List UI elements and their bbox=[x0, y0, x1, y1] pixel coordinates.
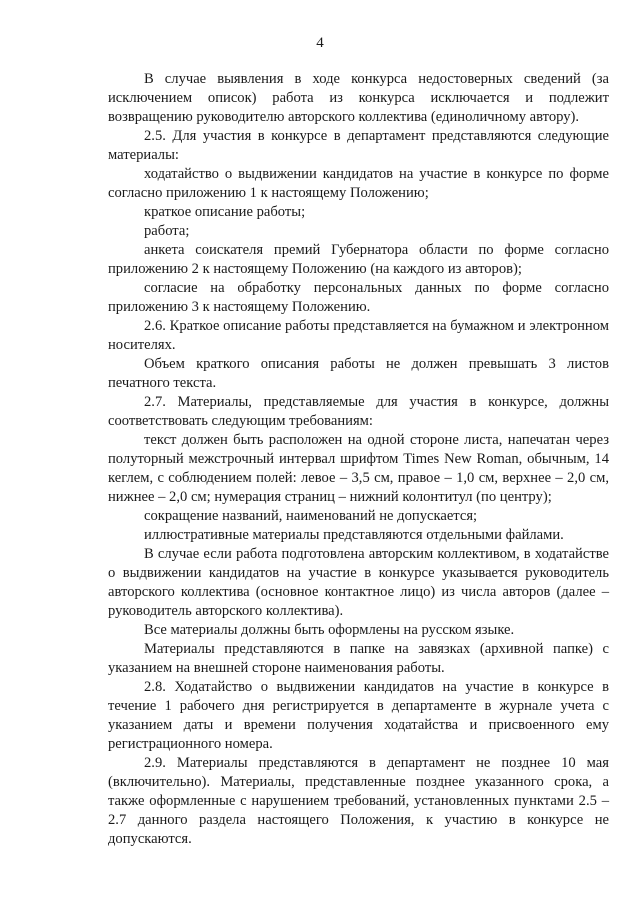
paragraph-russian-language: Все материалы должны быть оформлены на русском языке. bbox=[144, 622, 515, 638]
list-item-no-abbreviations: сокращение названий, наименований не допускается; bbox=[144, 508, 478, 524]
paragraph-2-9: 2.9. Материалы представляются в департамент не позднее 10 мая (включительно). Материалы, представленные позднее указанного срока, а также оформленные с нарушением требований, установленных пунктами 2.5 – 2.7 данного раздела настоящего Положения, к участию в конкурсе не допускаются. bbox=[108, 755, 609, 847]
list-item-text-format: текст должен быть расположен на одной стороне листа, напечатан через полуторный межстрочный интервал шрифтом Times New Roman, обычным, 14 кеглем, с соблюдением полей: левое – 3,5 см, правое – 1,0 см, верхнее – 2,0 см, нижнее – 2,0 см; нумерация страниц – нижний колонтитул (по центру); bbox=[108, 432, 609, 505]
paragraph-unreliable-info: В случае выявления в ходе конкурса недостоверных сведений (за исключением описок) работа из конкурса исключается и подлежит возвращению руководителю авторского коллектива (единоличному автору). bbox=[108, 71, 609, 125]
paragraph-author-team: В случае если работа подготовлена авторским коллективом, в ходатайстве о выдвижении кандидатов на участие в конкурсе указывается руководитель авторского коллектива (основное контактное лицо) из числа авторов (далее – руководитель авторского коллектива). bbox=[108, 546, 609, 619]
list-item-consent: согласие на обработку персональных данных по форме согласно приложению 3 к настоящему Положению. bbox=[108, 280, 609, 315]
list-item-petition: ходатайство о выдвижении кандидатов на участие в конкурсе по форме согласно приложению 1 к настоящему Положению; bbox=[108, 166, 609, 201]
list-item-short-description: краткое описание работы; bbox=[144, 204, 306, 220]
list-item-questionnaire: анкета соискателя премий Губернатора области по форме согласно приложению 2 к настоящему Положению (на каждого из авторов); bbox=[108, 242, 609, 277]
page-number: 4 bbox=[316, 35, 324, 51]
paragraph-description-volume: Объем краткого описания работы не должен превышать 3 листов печатного текста. bbox=[108, 356, 609, 391]
paragraph-2-7-heading: 2.7. Материалы, представляемые для участия в конкурсе, должны соответствовать следующим требованиям: bbox=[108, 394, 609, 429]
list-item-illustrations: иллюстративные материалы представляются отдельными файлами. bbox=[144, 527, 564, 543]
paragraph-2-8: 2.8. Ходатайство о выдвижении кандидатов на участие в конкурсе в течение 1 рабочего дня регистрируется в департаменте в журнале учета с указанием даты и времени получения ходатайства и присвоенного ему регистрационного номера. bbox=[108, 679, 609, 752]
document-body bbox=[108, 70, 609, 849]
list-item-work: работа; bbox=[144, 223, 190, 239]
paragraph-2-5-heading: 2.5. Для участия в конкурсе в департамент представляются следующие материалы: bbox=[108, 128, 609, 163]
paragraph-folder: Материалы представляются в папке на завязках (архивной папке) с указанием на внешней стороне наименования работы. bbox=[108, 641, 609, 676]
paragraph-2-6: 2.6. Краткое описание работы представляется на бумажном и электронном носителях. bbox=[108, 318, 609, 353]
